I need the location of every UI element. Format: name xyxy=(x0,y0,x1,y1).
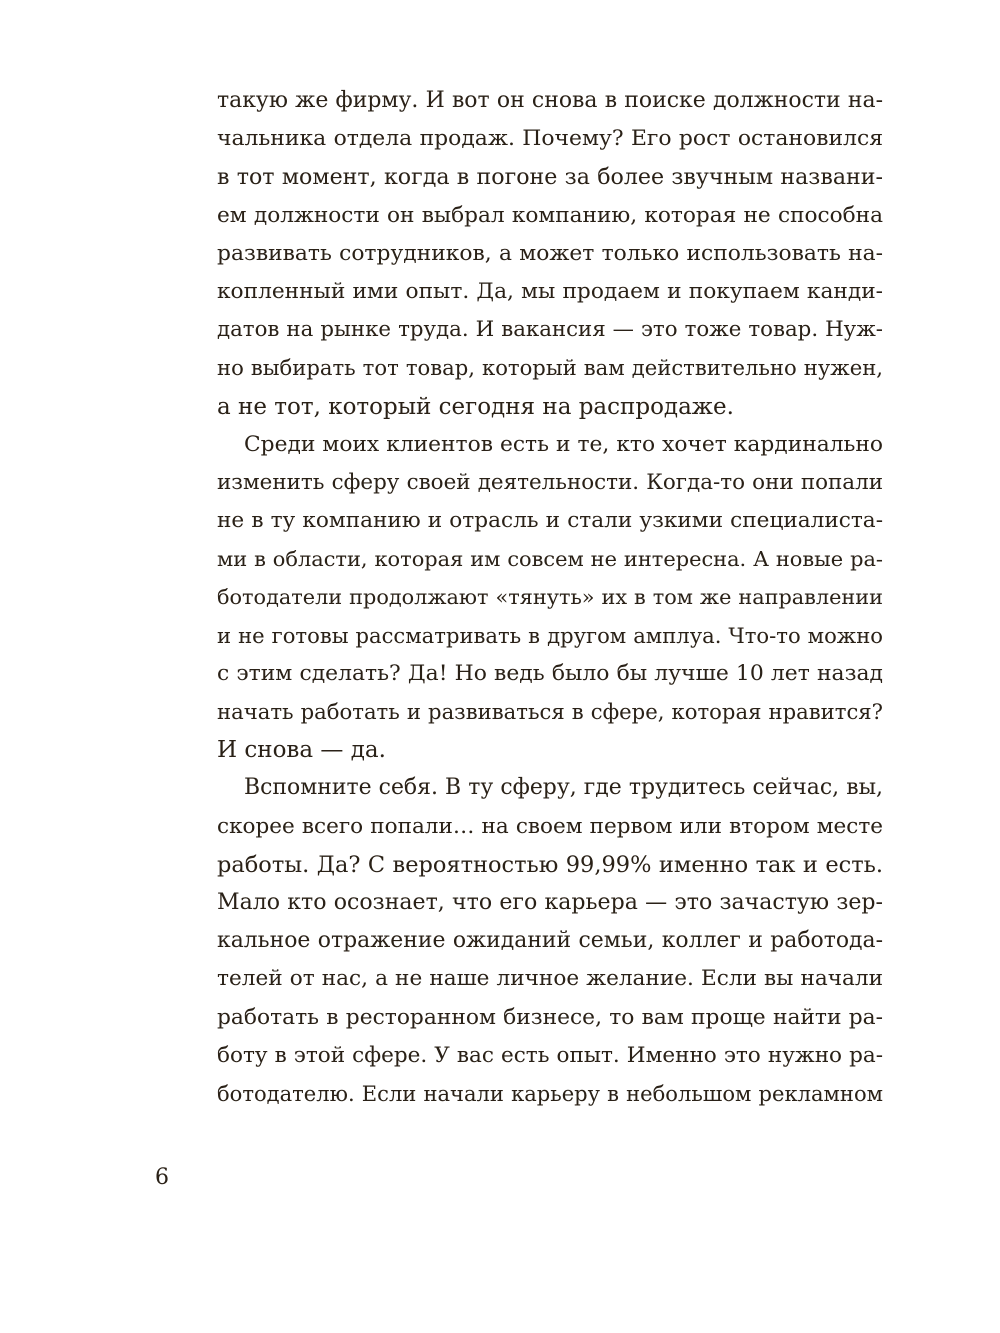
text-line: чальника отдела продаж. Почему? Его рост остановился xyxy=(217,126,883,152)
paragraph xyxy=(217,82,883,426)
text-line: ем должности он выбрал компанию, которая не способна xyxy=(217,202,883,228)
text-line: начать работать и развиваться в сфере, которая нравится? xyxy=(217,699,883,724)
paragraph xyxy=(217,426,883,770)
text-line: в тот момент, когда в погоне за более звучным названи- xyxy=(217,164,883,191)
text-line: датов на рынке труда. И вакансия — это тоже товар. Нуж- xyxy=(217,317,883,343)
text-line: телей от нас, а не наше личное желание. Если вы начали xyxy=(217,966,883,992)
text-line: Вспомните себя. В ту сферу, где трудитесь сейчас, вы, xyxy=(244,775,883,801)
text-line: ботодатели продолжают «тянуть» их в том же направлении xyxy=(217,585,883,610)
text-line: изменить сферу своей деятельности. Когда-то они попали xyxy=(217,469,883,495)
text-line: работы. Да? С вероятностью 99,99% именно так и есть. xyxy=(217,851,883,878)
text-line: копленный ими опыт. Да, мы продаем и покупаем канди- xyxy=(217,278,883,304)
text-line: такую же фирму. И вот он снова в поиске должности на- xyxy=(217,88,883,113)
text-line: а не тот, который сегодня на распродаже. xyxy=(217,393,734,420)
page-number: 6 xyxy=(155,1165,169,1190)
text-line: ми в области, которая им совсем не интересна. А новые ра- xyxy=(217,547,883,572)
text-line: развивать сотрудников, а может только использовать на- xyxy=(217,240,883,266)
text-line: кальное отражение ожиданий семьи, коллег и работода- xyxy=(217,928,883,954)
text-line: не в ту компанию и отрасль и стали узкими специалиста- xyxy=(217,508,883,534)
text-line: И снова — да. xyxy=(217,737,386,764)
body-text xyxy=(217,82,883,1113)
text-line: но выбирать тот товар, который вам действительно нужен, xyxy=(217,355,883,381)
text-line: с этим сделать? Да! Но ведь было бы лучше 10 лет назад xyxy=(217,660,883,686)
text-line: Среди моих клиентов есть и те, кто хочет кардинально xyxy=(244,431,883,457)
text-line: и не готовы рассматривать в другом амплуа. Что-то можно xyxy=(217,622,883,648)
text-line: ботодателю. Если начали карьеру в небольшом рекламном xyxy=(217,1080,883,1106)
paragraph xyxy=(217,769,883,1113)
text-line: скорее всего попали… на своем первом или втором месте xyxy=(217,813,883,839)
text-line: Мало кто осознает, что его карьера — это зачастую зер- xyxy=(217,889,883,915)
text-line: боту в этой сфере. У вас есть опыт. Именно это нужно ра- xyxy=(217,1042,883,1068)
text-line: работать в ресторанном бизнесе, то вам проще найти ра- xyxy=(217,1004,883,1030)
